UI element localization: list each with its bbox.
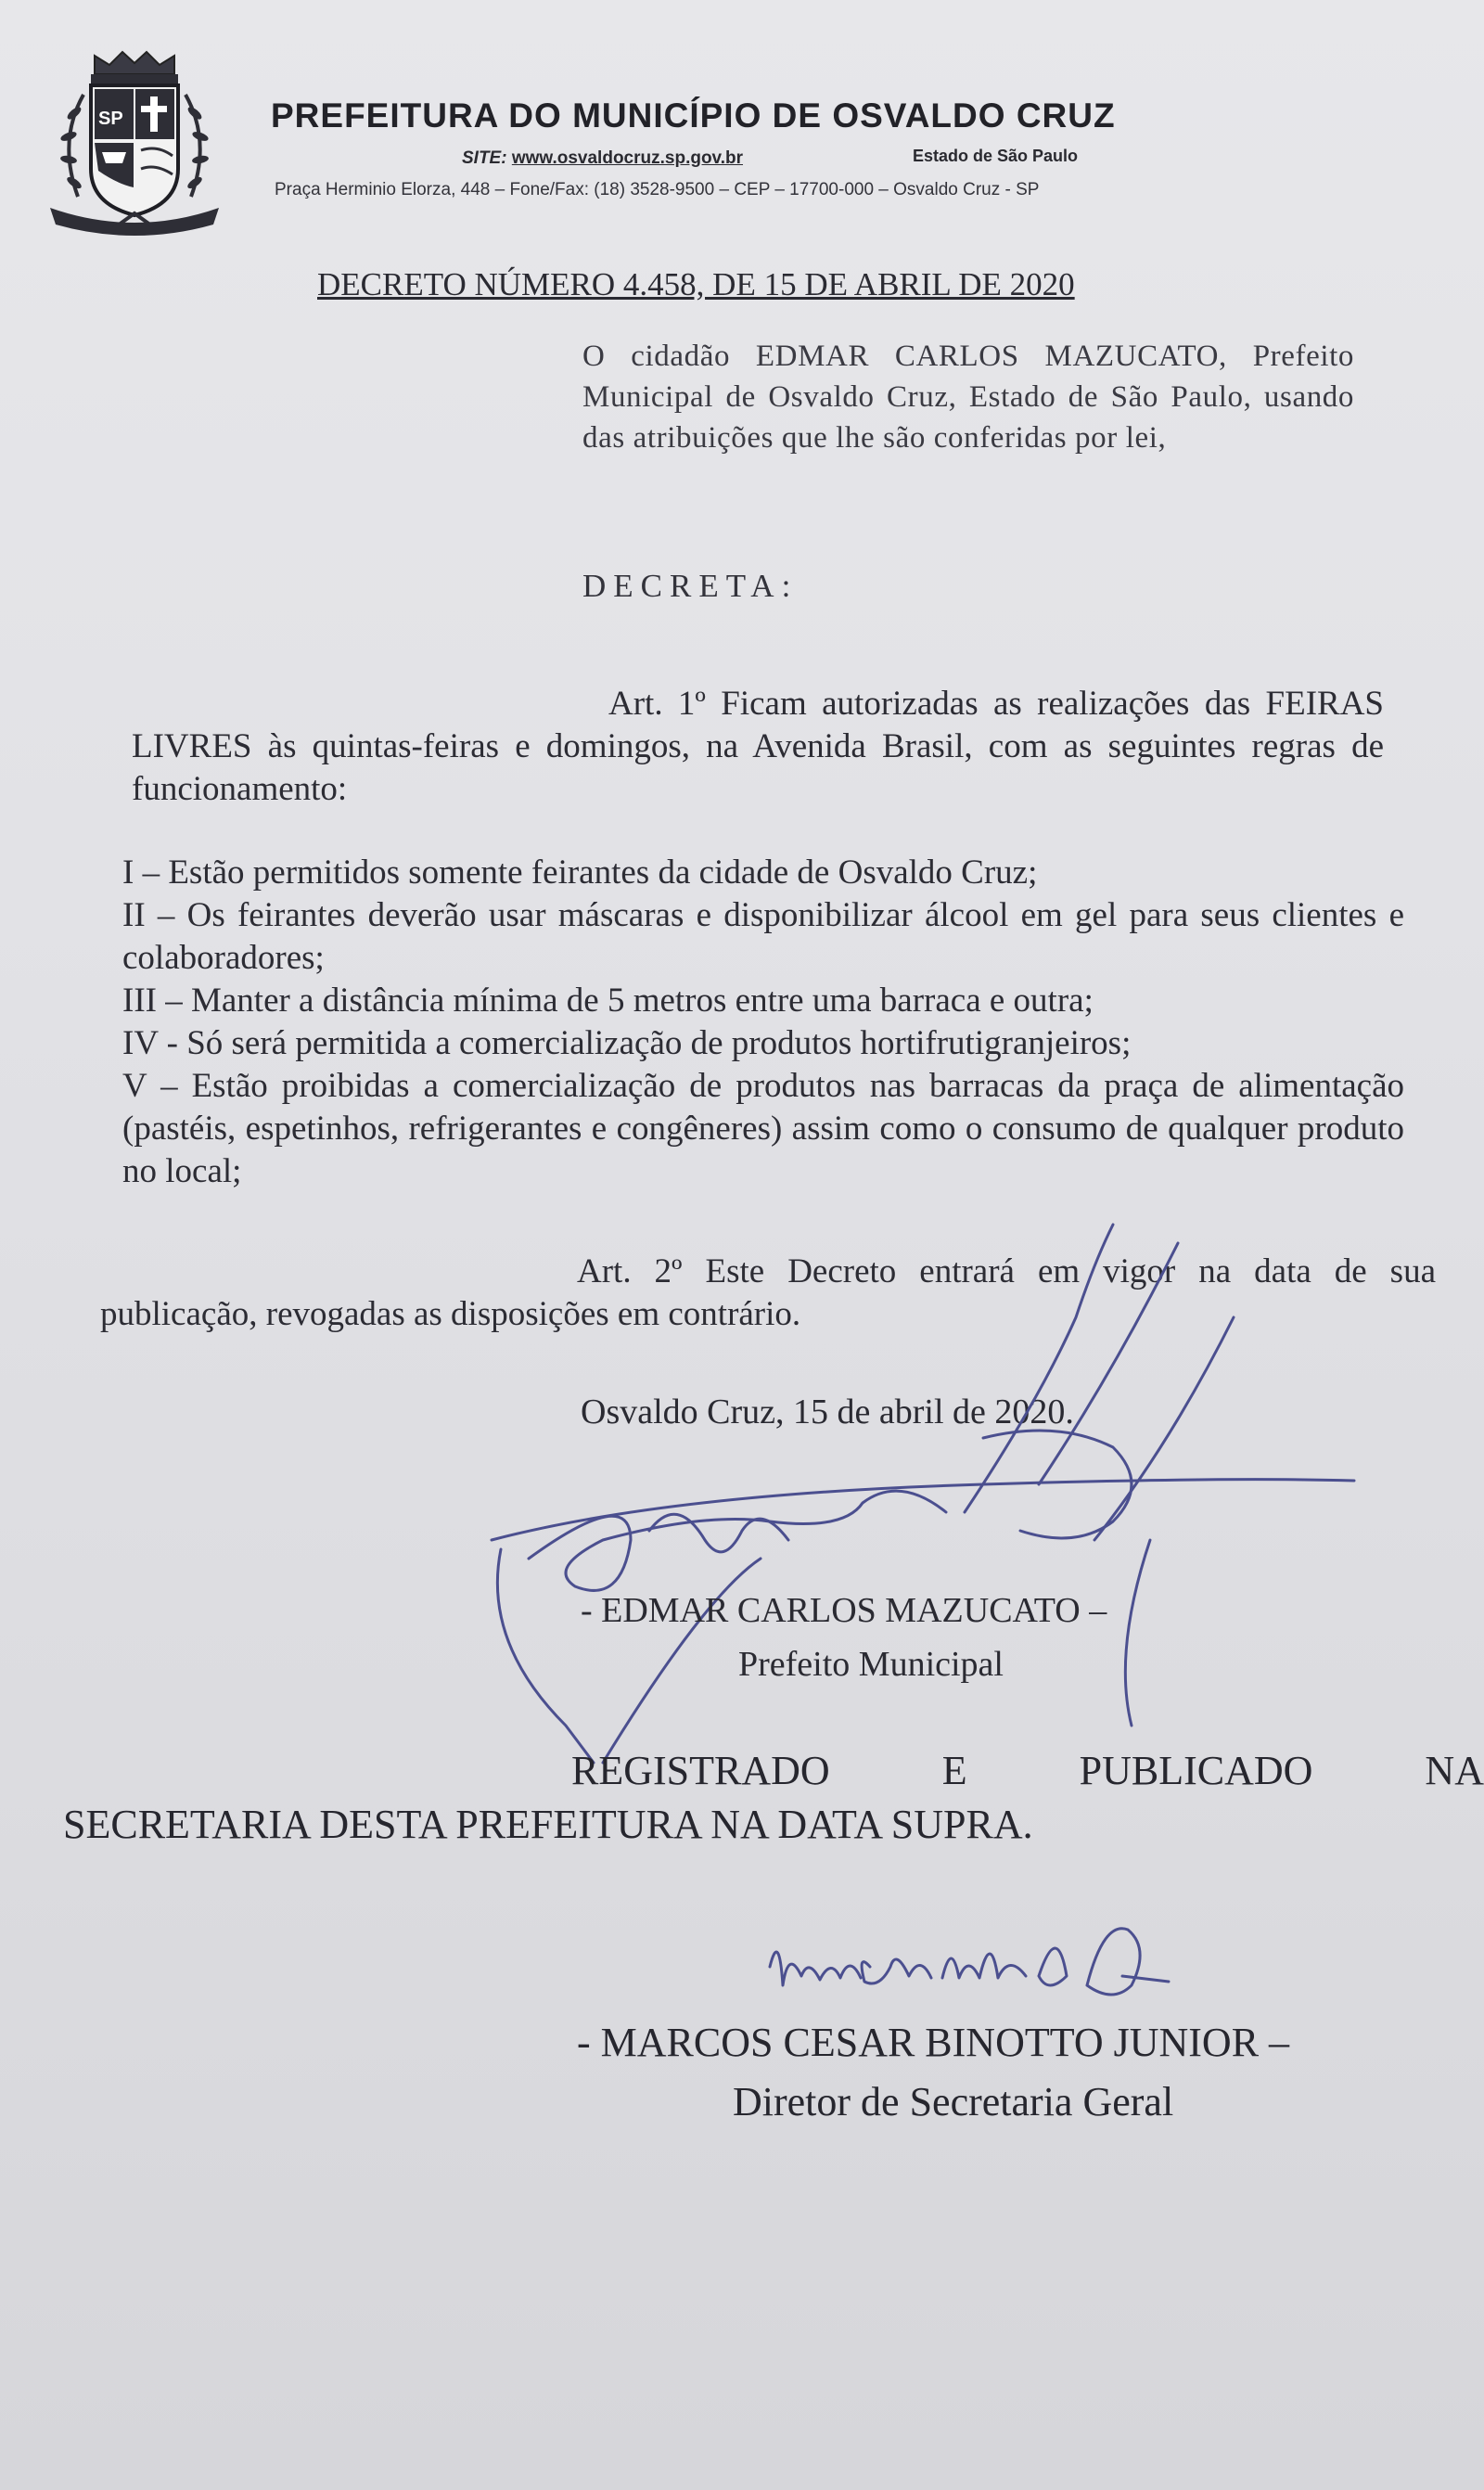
article-1-text: Art. 1º Ficam autorizadas as realizações das FEIRAS LIVRES às quintas-feiras e domingos, na Avenida Brasil, com as seguintes regras de funcionamento: — [132, 685, 1384, 808]
registration-word: NA — [1425, 1748, 1484, 1793]
mayor-role: Prefeito Municipal — [738, 1645, 1004, 1684]
decreta-heading: DECRETA: — [582, 568, 799, 604]
article-1 — [132, 683, 1384, 811]
place-and-date: Osvaldo Cruz, 15 de abril de 2020. — [581, 1393, 1074, 1431]
registration-line-1 — [63, 1744, 1484, 1798]
letterhead-state: Estado de São Paulo — [913, 147, 1079, 165]
registration-word: E — [941, 1748, 967, 1793]
secretary-role: Diretor de Secretaria Geral — [733, 2079, 1174, 2124]
secretary-name: - MARCOS CESAR BINOTTO JUNIOR – — [577, 2020, 1290, 2065]
rule-item: I – Estão permitidos somente feirantes da cidade de Osvaldo Cruz; — [122, 854, 1038, 892]
coat-of-arms-text: SP — [98, 109, 123, 129]
letterhead-title: PREFEITURA DO MUNICÍPIO DE OSVALDO CRUZ — [271, 96, 1116, 135]
mayor-name: - EDMAR CARLOS MAZUCATO – — [581, 1591, 1107, 1630]
site-url: www.osvaldocruz.sp.gov.br — [511, 148, 743, 168]
rule-item: IV - Só será permitida a comercialização de produtos hortifrutigranjeiros; — [122, 1024, 1132, 1062]
rule-item: II – Os feirantes deverão usar máscaras e disponibilizar álcool em gel para seus clientes e colaboradores; — [122, 896, 1404, 977]
registration-statement — [63, 1744, 1482, 1852]
rule-item: III – Manter a distância mínima de 5 metros entre uma barraca e outra; — [122, 982, 1094, 1020]
letterhead-address: Praça Herminio Elorza, 448 – Fone/Fax: (18) 3528-9500 – CEP – 17700-000 – Osvaldo Cruz - SP — [275, 180, 1040, 199]
site-label: SITE: — [462, 148, 507, 168]
registration-line-2: SECRETARIA DESTA PREFEITURA NA DATA SUPRA. — [63, 1802, 1033, 1847]
registration-word: PUBLICADO — [1079, 1748, 1313, 1793]
mayor-signature — [464, 1206, 1391, 1781]
coat-of-arms-logo — [37, 48, 232, 248]
decree-preamble: O cidadão EDMAR CARLOS MAZUCATO, Prefeito Municipal de Osvaldo Cruz, Estado de São Paulo, usando das atribuições que lhe são conferidas por lei, — [582, 340, 1354, 455]
rules-list — [122, 852, 1404, 1193]
secretary-signature — [761, 1911, 1187, 2022]
rule-item: V – Estão proibidas a comercialização de produtos nas barracas da praça de alimentação (pastéis, espetinhos, refrigerantes e congêneres) assim como o consumo de qualquer produto no local; — [122, 1067, 1404, 1190]
decree-title: DECRETO NÚMERO 4.458, DE 15 DE ABRIL DE 2020 — [317, 266, 1075, 302]
registration-word: REGISTRADO — [571, 1748, 830, 1793]
letterhead-site — [462, 148, 743, 169]
article-2-text: Art. 2º Este Decreto entrará em vigor na data de sua publicação, revogadas as disposições em contrário. — [100, 1252, 1436, 1333]
